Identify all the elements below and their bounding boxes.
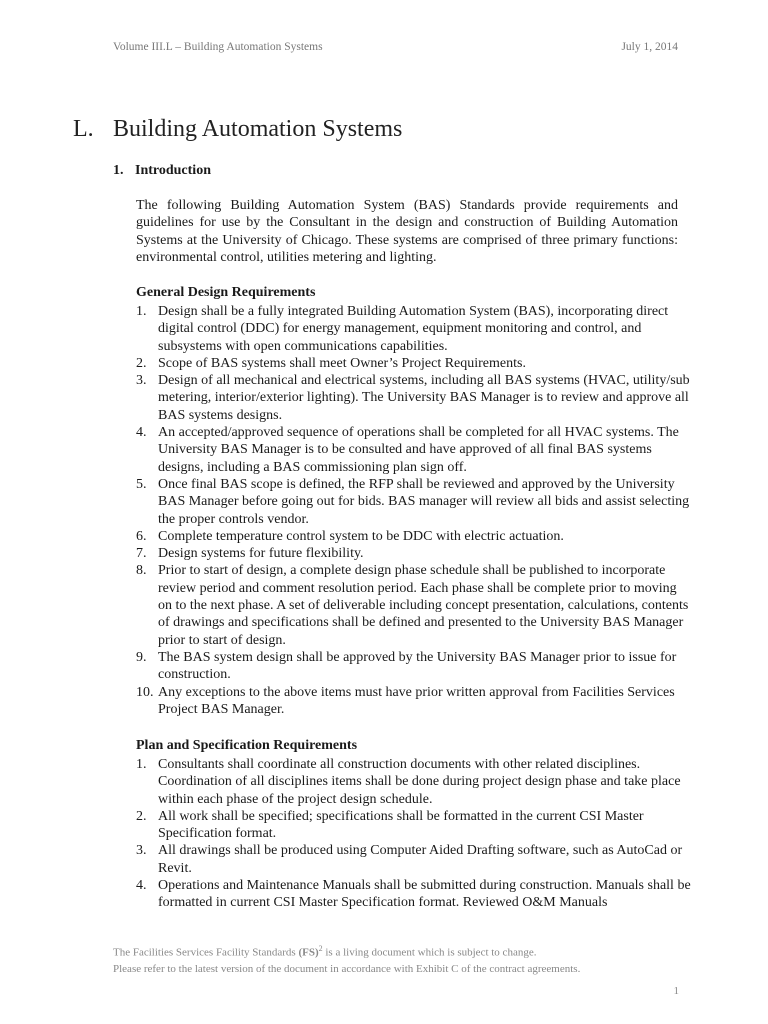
footer-text-before: The Facilities Services Facility Standards xyxy=(113,946,299,959)
footer-line-1 xyxy=(113,944,536,959)
plan-requirements-heading: Plan and Specification Requirements xyxy=(136,738,358,753)
subsection-title-text: Introduction xyxy=(135,163,211,178)
subsection-title xyxy=(113,163,211,179)
general-requirements-list xyxy=(136,303,692,718)
section-title xyxy=(73,116,402,143)
list-item xyxy=(136,372,692,424)
list-item xyxy=(136,842,692,877)
list-item-text: Any exceptions to the above items must have prior written approval from Facilities Services Project BAS Manager. xyxy=(158,684,675,717)
list-item-number: 3. xyxy=(136,843,147,859)
list-item-text: An accepted/approved sequence of operations shall be completed for all HVAC systems. The University BAS Manager is to be consulted and have approved of all final BAS systems designs, including a BAS commissioning plan sign off. xyxy=(158,425,679,475)
footer-fs-mark: (FS) xyxy=(298,946,319,959)
list-item xyxy=(136,877,692,912)
intro-paragraph: The following Building Automation System (BAS) Standards provide requirements and guidelines for use by the Consultant in the design and construction of Building Automation Systems at the University of Chicago. These systems are comprised of three primary functions: environmental control, utilities metering and lighting. xyxy=(136,198,678,265)
header-title: Volume III.L – Building Automation Systems xyxy=(113,41,323,53)
list-item-number: 4. xyxy=(136,878,147,894)
list-item-text: Scope of BAS systems shall meet Owner’s Project Requirements. xyxy=(158,355,526,371)
list-item xyxy=(136,756,692,808)
list-item xyxy=(136,476,692,528)
list-item-number: 1. xyxy=(136,304,147,319)
list-item-number: 6. xyxy=(136,528,147,544)
list-item xyxy=(136,424,692,476)
list-item-number: 7. xyxy=(136,546,147,562)
list-item-text: Consultants shall coordinate all construction documents with other related disciplines. Coordination of all disciplines items shall be done during project design phase and take place within each phase of the project design schedule. xyxy=(158,757,681,807)
list-item-number: 3. xyxy=(136,373,147,389)
footer-superscript: 2 xyxy=(318,944,323,953)
list-item-text: Design systems for future flexibility. xyxy=(158,546,364,562)
list-item xyxy=(136,684,692,719)
list-item-number: 9. xyxy=(136,649,147,665)
plan-requirements-list xyxy=(136,756,692,912)
subsection-number: 1. xyxy=(113,163,124,178)
list-item xyxy=(136,545,692,562)
list-item-text: Operations and Maintenance Manuals shall be submitted during construction. Manuals shall be formatted in current CSI Master Specification format. Reviewed O&M Manuals xyxy=(158,878,691,911)
list-item-text: Design shall be a fully integrated Building Automation System (BAS), incorporating direct digital control (DDC) for energy management, equipment monitoring and control, and subsystems with open communications capabilities. xyxy=(158,304,669,354)
general-requirements-heading: General Design Requirements xyxy=(136,285,316,300)
list-item xyxy=(136,649,692,684)
list-item-number: 8. xyxy=(136,563,147,579)
list-item xyxy=(136,528,692,545)
list-item-number: 2. xyxy=(136,808,147,824)
list-item xyxy=(136,355,692,372)
section-title-text: Building Automation Systems xyxy=(113,116,403,142)
list-item-text: Once final BAS scope is defined, the RFP shall be reviewed and approved by the University BAS Manager before going out for bids. BAS manager will review all bids and assist selecting the proper controls vendor. xyxy=(158,476,690,527)
list-item-number: 1. xyxy=(136,757,147,772)
list-item-number: 2. xyxy=(136,355,147,371)
list-item-text: All work shall be specified; specifications shall be formatted in the current CSI Master Specification format. xyxy=(158,808,644,842)
section-letter: L. xyxy=(73,116,94,142)
footer-line-2: Please refer to the latest version of the document in accordance with Exhibit C of the contract agreements. xyxy=(113,963,581,975)
list-item-text: The BAS system design shall be approved by the University BAS Manager prior to issue for construction. xyxy=(158,649,677,683)
list-item-text: Complete temperature control system to be DDC with electric actuation. xyxy=(158,528,564,544)
list-item xyxy=(136,562,692,648)
list-item-number: 10. xyxy=(136,684,154,700)
list-item-text: Design of all mechanical and electrical systems, including all BAS systems (HVAC, utility/sub metering, interior/exterior lighting). The University BAS Manager is to review and approve all BAS systems designs. xyxy=(158,373,690,423)
list-item-number: 4. xyxy=(136,425,147,441)
page-number: 1 xyxy=(673,985,679,997)
list-item-text: All drawings shall be produced using Computer Aided Drafting software, such as AutoCad or Revit. xyxy=(158,843,683,876)
header-date: July 1, 2014 xyxy=(621,41,678,53)
list-item xyxy=(136,808,692,843)
list-item xyxy=(136,303,692,355)
footer-text-after: is a living document which is subject to change. xyxy=(322,946,537,959)
list-item-number: 5. xyxy=(136,476,147,492)
list-item-text: Prior to start of design, a complete design phase schedule shall be published to incorporate review period and comment resolution period. Each phase shall be complete prior to moving on to the next phase. A set of deliverable including concept presentation, calculations, contents of drawings and specifications shall be defined and presented to the University BAS Manager prior to start of design. xyxy=(158,563,689,648)
